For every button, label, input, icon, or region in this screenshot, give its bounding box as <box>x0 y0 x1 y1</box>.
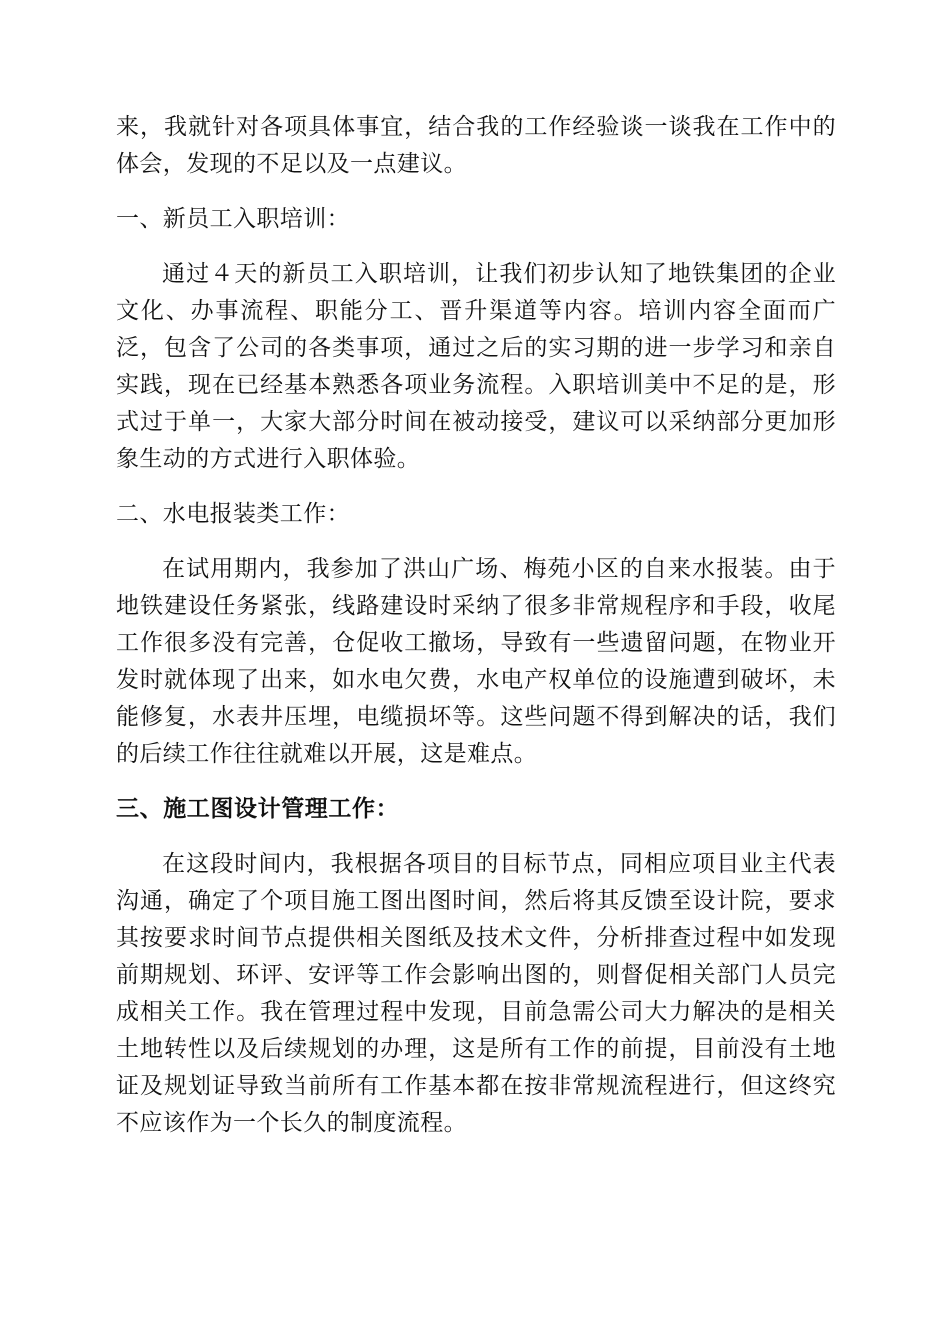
intro-paragraph: 来，我就针对各项具体事宜，结合我的工作经验谈一谈我在工作中的体会，发现的不足以及一点建议。 <box>116 114 836 177</box>
section-heading-design-management: 三、施工图设计管理工作： <box>116 796 400 822</box>
utilities-paragraph: 在试用期内，我参加了洪山广场、梅苑小区的自来水报装。由于地铁建设任务紧张，线路建设时采纳了很多非常规程序和手段，收尾工作很多没有完善，仓促收工撤场，导致有一些遗留问题，在物业开发时就体现了出来，如水电欠费，水电产权单位的设施遭到破坏，未能修复，水表井压埋，电缆损坏等。这些问题不得到解决的话，我们的后续工作往往就难以开展，这是难点。 <box>116 556 836 767</box>
section-heading-utilities: 二、水电报装类工作： <box>116 501 350 527</box>
onboarding-paragraph: 通过４天的新员工入职培训，让我们初步认知了地铁集团的企业文化、办事流程、职能分工、晋升渠道等内容。培训内容全面而广泛，包含了公司的各类事项，通过之后的实习期的进一步学习和亲自实践，现在已经基本熟悉各项业务流程。入职培训美中不足的是，形式过于单一，大家大部分时间在被动接受，建议可以采纳部分更加形象生动的方式进行入职体验。 <box>116 261 836 472</box>
design-management-paragraph: 在这段时间内，我根据各项目的目标节点，同相应项目业主代表沟通，确定了个项目施工图出图时间，然后将其反馈至设计院，要求其按要求时间节点提供相关图纸及技术文件，分析排查过程中如发现前期规划、环评、安评等工作会影响出图的，则督促相关部门人员完成相关工作。我在管理过程中发现，目前急需公司大力解决的是相关土地转性以及后续规划的办理，这是所有工作的前提，目前没有土地证及规划证导致当前所有工作基本都在按非常规流程进行，但这终究不应该作为一个长久的制度流程。 <box>116 851 836 1136</box>
section-heading-onboarding: 一、新员工入职培训： <box>116 206 350 232</box>
document-body <box>116 109 836 1160</box>
